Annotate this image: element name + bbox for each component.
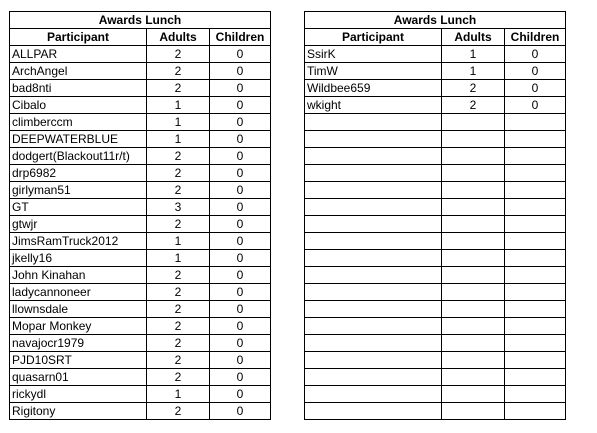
cell-participant: llownsdale <box>10 301 147 318</box>
cell-children: 0 <box>210 284 271 301</box>
cell-participant <box>305 318 442 335</box>
table-row <box>305 114 566 131</box>
cell-participant: GT <box>10 199 147 216</box>
cell-participant: climberccm <box>10 114 147 131</box>
cell-participant: quasarn01 <box>10 369 147 386</box>
cell-adults <box>442 199 505 216</box>
cell-adults: 2 <box>147 80 210 97</box>
column-header-adults: Adults <box>147 29 210 46</box>
cell-adults: 2 <box>147 403 210 420</box>
table-row <box>305 352 566 369</box>
cell-children: 0 <box>210 216 271 233</box>
cell-adults <box>442 267 505 284</box>
cell-adults: 1 <box>147 114 210 131</box>
cell-adults: 2 <box>442 80 505 97</box>
table-row <box>10 114 271 131</box>
table-row <box>10 199 271 216</box>
cell-children <box>505 335 566 352</box>
table-row <box>10 318 271 335</box>
cell-adults: 2 <box>147 318 210 335</box>
cell-adults <box>442 284 505 301</box>
cell-children <box>505 131 566 148</box>
table-row <box>10 352 271 369</box>
cell-children: 0 <box>210 318 271 335</box>
cell-adults: 1 <box>147 131 210 148</box>
cell-participant <box>305 148 442 165</box>
cell-adults <box>442 216 505 233</box>
cell-adults: 1 <box>147 386 210 403</box>
table-row <box>305 369 566 386</box>
table-body <box>305 46 566 420</box>
cell-children <box>505 386 566 403</box>
table-row <box>305 250 566 267</box>
cell-children: 0 <box>505 97 566 114</box>
cell-adults <box>442 369 505 386</box>
cell-children: 0 <box>210 46 271 63</box>
cell-children: 0 <box>210 267 271 284</box>
cell-children <box>505 250 566 267</box>
cell-participant <box>305 199 442 216</box>
cell-adults <box>442 165 505 182</box>
cell-children: 0 <box>210 386 271 403</box>
cell-children: 0 <box>210 148 271 165</box>
cell-adults: 1 <box>442 63 505 80</box>
column-header-participant: Participant <box>305 29 442 46</box>
cell-adults: 1 <box>147 233 210 250</box>
cell-children <box>505 267 566 284</box>
table-row <box>10 335 271 352</box>
cell-adults <box>442 182 505 199</box>
cell-children: 0 <box>210 233 271 250</box>
cell-children: 0 <box>505 46 566 63</box>
cell-participant: John Kinahan <box>10 267 147 284</box>
cell-children: 0 <box>505 63 566 80</box>
cell-adults <box>442 386 505 403</box>
cell-participant <box>305 369 442 386</box>
cell-children <box>505 182 566 199</box>
table-row <box>10 267 271 284</box>
table-row <box>10 182 271 199</box>
table-row <box>305 335 566 352</box>
cell-participant <box>305 352 442 369</box>
cell-adults: 2 <box>147 352 210 369</box>
table-row <box>305 148 566 165</box>
cell-participant: ArchAngel <box>10 63 147 80</box>
cell-children: 0 <box>210 403 271 420</box>
cell-participant <box>305 301 442 318</box>
cell-children <box>505 318 566 335</box>
cell-participant: bad8nti <box>10 80 147 97</box>
cell-children <box>505 403 566 420</box>
awards-lunch-table-left <box>9 11 271 420</box>
table-row <box>10 284 271 301</box>
cell-adults <box>442 250 505 267</box>
cell-adults: 2 <box>442 97 505 114</box>
cell-children <box>505 216 566 233</box>
cell-adults: 1 <box>147 250 210 267</box>
table-row <box>10 386 271 403</box>
table-row <box>10 46 271 63</box>
cell-participant: rickydl <box>10 386 147 403</box>
column-header-participant: Participant <box>10 29 147 46</box>
cell-children: 0 <box>210 63 271 80</box>
table-row <box>10 250 271 267</box>
table-row <box>10 233 271 250</box>
table-row <box>305 216 566 233</box>
table-row <box>10 63 271 80</box>
cell-adults: 2 <box>147 369 210 386</box>
cell-participant: navajocr1979 <box>10 335 147 352</box>
column-header-children: Children <box>505 29 566 46</box>
table-row <box>10 301 271 318</box>
table-row <box>305 301 566 318</box>
cell-participant: Wildbee659 <box>305 80 442 97</box>
cell-children: 0 <box>210 369 271 386</box>
table-row <box>305 199 566 216</box>
cell-children: 0 <box>210 80 271 97</box>
table-row <box>10 131 271 148</box>
table-row <box>305 403 566 420</box>
cell-participant: Cibalo <box>10 97 147 114</box>
cell-participant: PJD10SRT <box>10 352 147 369</box>
cell-children: 0 <box>210 182 271 199</box>
cell-participant <box>305 386 442 403</box>
cell-participant: Rigitony <box>10 403 147 420</box>
cell-adults: 2 <box>147 148 210 165</box>
cell-adults <box>442 301 505 318</box>
cell-adults: 3 <box>147 199 210 216</box>
table-row <box>305 63 566 80</box>
table-row <box>305 386 566 403</box>
cell-children <box>505 369 566 386</box>
cell-participant: girlyman51 <box>10 182 147 199</box>
cell-adults: 2 <box>147 335 210 352</box>
cell-children: 0 <box>210 199 271 216</box>
table-title: Awards Lunch <box>305 12 566 29</box>
cell-adults: 2 <box>147 165 210 182</box>
cell-participant: dodgert(Blackout11r/t) <box>10 148 147 165</box>
table-row <box>305 182 566 199</box>
table-row <box>305 267 566 284</box>
table-row <box>10 97 271 114</box>
cell-participant <box>305 233 442 250</box>
cell-adults <box>442 233 505 250</box>
cell-participant <box>305 403 442 420</box>
cell-adults <box>442 114 505 131</box>
table-row <box>10 369 271 386</box>
table-row <box>10 403 271 420</box>
cell-adults: 2 <box>147 216 210 233</box>
cell-participant: jkelly16 <box>10 250 147 267</box>
cell-participant: ladycannoneer <box>10 284 147 301</box>
table-title: Awards Lunch <box>10 12 271 29</box>
table-row <box>10 80 271 97</box>
cell-adults: 2 <box>147 301 210 318</box>
cell-children <box>505 301 566 318</box>
cell-participant <box>305 216 442 233</box>
table-row <box>305 165 566 182</box>
cell-children <box>505 148 566 165</box>
cell-children: 0 <box>210 97 271 114</box>
cell-adults <box>442 335 505 352</box>
cell-participant <box>305 267 442 284</box>
cell-children: 0 <box>210 250 271 267</box>
cell-children <box>505 199 566 216</box>
cell-adults <box>442 131 505 148</box>
cell-children: 0 <box>210 335 271 352</box>
cell-children <box>505 114 566 131</box>
cell-children: 0 <box>210 165 271 182</box>
table-row <box>305 97 566 114</box>
cell-adults <box>442 148 505 165</box>
cell-children <box>505 284 566 301</box>
cell-children: 0 <box>210 301 271 318</box>
table-row <box>10 165 271 182</box>
cell-participant <box>305 131 442 148</box>
cell-adults: 2 <box>147 284 210 301</box>
table-row <box>305 131 566 148</box>
cell-adults: 2 <box>147 46 210 63</box>
cell-adults: 2 <box>147 63 210 80</box>
table-body <box>10 46 271 420</box>
column-header-adults: Adults <box>442 29 505 46</box>
cell-adults: 2 <box>147 182 210 199</box>
column-header-children: Children <box>210 29 271 46</box>
cell-adults: 2 <box>147 267 210 284</box>
cell-participant <box>305 284 442 301</box>
cell-adults <box>442 403 505 420</box>
cell-participant <box>305 114 442 131</box>
cell-participant <box>305 182 442 199</box>
cell-children <box>505 233 566 250</box>
cell-participant: Mopar Monkey <box>10 318 147 335</box>
cell-adults <box>442 352 505 369</box>
cell-adults: 1 <box>442 46 505 63</box>
cell-participant: TimW <box>305 63 442 80</box>
cell-participant <box>305 335 442 352</box>
cell-children: 0 <box>210 114 271 131</box>
table-row <box>305 284 566 301</box>
cell-children: 0 <box>210 352 271 369</box>
cell-adults <box>442 318 505 335</box>
cell-adults: 1 <box>147 97 210 114</box>
table-row <box>10 216 271 233</box>
cell-participant: DEEPWATERBLUE <box>10 131 147 148</box>
cell-children: 0 <box>505 80 566 97</box>
table-row <box>305 80 566 97</box>
cell-children: 0 <box>210 131 271 148</box>
cell-participant: JimsRamTruck2012 <box>10 233 147 250</box>
table-row <box>305 233 566 250</box>
cell-participant: SsirK <box>305 46 442 63</box>
table-row <box>305 318 566 335</box>
cell-participant: gtwjr <box>10 216 147 233</box>
cell-participant: ALLPAR <box>10 46 147 63</box>
cell-participant <box>305 250 442 267</box>
cell-children <box>505 165 566 182</box>
cell-participant <box>305 165 442 182</box>
cell-participant: drp6982 <box>10 165 147 182</box>
table-row <box>305 46 566 63</box>
cell-children <box>505 352 566 369</box>
cell-participant: wkight <box>305 97 442 114</box>
table-row <box>10 148 271 165</box>
awards-lunch-table-right <box>304 11 566 420</box>
